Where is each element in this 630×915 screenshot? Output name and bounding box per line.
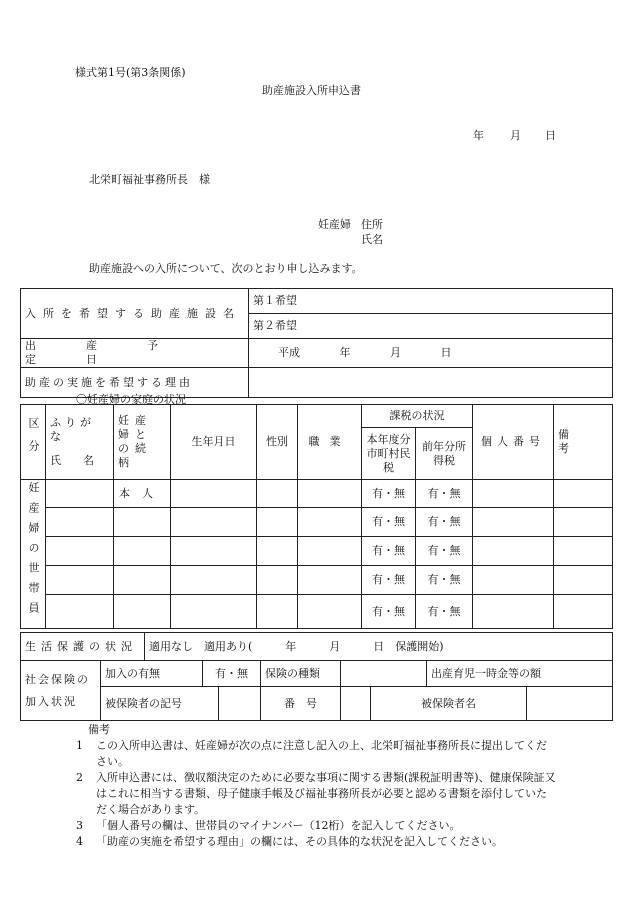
birthdate-cell[interactable] [171, 480, 257, 508]
tax-prev-cell[interactable]: 有・無 [416, 595, 473, 629]
job-header: 職業 [298, 405, 362, 480]
note-item: 3 「個人番号の欄は、世帯員のマイナンバー（12桁）を記入してください。 [76, 819, 461, 832]
tax-prev-cell[interactable]: 有・無 [416, 566, 473, 595]
note-item: 2 入所申込書には、徴収額決定のために必要な事項に関する書類(課税証明書等)、健康保険証又はこれに相当する書類、母子健康手帳及び福祉事務所長が必要と認める書類を添付していただく場合があります。 [76, 771, 556, 816]
symbol-label: 被保険者の記号 [101, 687, 219, 721]
insured-name-label: 被保険者名 [371, 687, 527, 721]
insured-name-field[interactable] [527, 687, 613, 721]
relation-cell[interactable] [114, 508, 171, 537]
insurance-label: 社会保険の加入状況 [21, 661, 101, 721]
due-month: 月 [390, 346, 401, 359]
facility-label: 入所を希望する助産施設名 [21, 289, 249, 339]
birthdate-cell[interactable] [171, 566, 257, 595]
choice1-field[interactable] [249, 289, 613, 314]
enrolled-label: 加入の有無 [101, 661, 203, 687]
relation-cell[interactable] [114, 595, 171, 629]
date-day: 日 [545, 129, 556, 142]
reason-field[interactable] [249, 368, 613, 398]
birthdate-header: 生年月日 [171, 405, 257, 480]
tax-header: 課税の状況 [362, 405, 473, 428]
sex-cell[interactable] [257, 537, 298, 566]
sex-cell[interactable] [257, 566, 298, 595]
relation-cell[interactable] [114, 537, 171, 566]
tax-current-cell[interactable]: 有・無 [362, 508, 416, 537]
member-name-cell[interactable] [46, 480, 114, 508]
welfare-label: 生活保護の状況 [21, 633, 145, 661]
household-group-label: 妊産婦の世帯員 [21, 480, 46, 629]
remarks-cell[interactable] [554, 508, 613, 537]
welfare-table [20, 632, 613, 661]
kubun-header: 区分 [21, 405, 46, 480]
tax-prev-header: 前年分所得税 [416, 428, 473, 480]
member-name-cell[interactable] [46, 595, 114, 629]
lump-sum-label: 出産育児一時金等の額 [427, 661, 613, 687]
date-year: 年 [473, 129, 484, 142]
name-header: ふりがな 氏 名 [46, 405, 114, 480]
relation-self: 本人 [114, 480, 171, 508]
sex-cell[interactable] [257, 508, 298, 537]
choice2-label: 第２希望 [253, 319, 297, 332]
id-number-cell[interactable] [473, 537, 554, 566]
tax-current-cell[interactable]: 有・無 [362, 595, 416, 629]
form-number: 様式第1号(第3条関係) [75, 66, 186, 79]
tax-current-cell[interactable]: 有・無 [362, 566, 416, 595]
member-name-cell[interactable] [46, 566, 114, 595]
job-cell[interactable] [298, 537, 362, 566]
sex-cell[interactable] [257, 480, 298, 508]
id-number-cell[interactable] [473, 566, 554, 595]
tax-prev-cell[interactable]: 有・無 [416, 537, 473, 566]
applicant-address-label: 住所 [361, 218, 383, 231]
tax-current-cell[interactable]: 有・無 [362, 537, 416, 566]
notes-heading: 備考 [88, 723, 110, 736]
sex-header: 性別 [257, 405, 298, 480]
household-caption: 〇妊産婦の家庭の状況 [76, 393, 186, 406]
remarks-header: 備考 [554, 405, 613, 480]
number-field[interactable] [341, 687, 371, 721]
id-number-header: 個人番号 [473, 405, 554, 480]
due-day: 日 [440, 346, 452, 359]
date-month: 月 [510, 129, 521, 142]
insurance-table [20, 660, 613, 721]
reason-label: 助産の実施を希望する理由 [21, 368, 249, 398]
addressee: 北栄町福祉事務所長 様 [89, 173, 210, 186]
due-year: 年 [339, 346, 351, 359]
member-name-cell[interactable] [46, 508, 114, 537]
id-number-cell[interactable] [473, 480, 554, 508]
note-item: 1 この入所申込書は、妊産婦が次の点に注意し記入の上、北栄町福祉事務所長に提出してください。 [76, 739, 547, 768]
remarks-cell[interactable] [554, 480, 613, 508]
facility-table [20, 288, 613, 398]
id-number-cell[interactable] [473, 595, 554, 629]
birthdate-cell[interactable] [171, 508, 257, 537]
notes-section [76, 722, 556, 850]
choice2-field[interactable] [249, 314, 613, 339]
tax-prev-cell[interactable]: 有・無 [416, 480, 473, 508]
welfare-value[interactable]: 適用なし 適用あり( 年 月 日 保護開始) [145, 633, 613, 661]
id-number-cell[interactable] [473, 508, 554, 537]
applicant-label: 妊産婦 [318, 218, 351, 231]
enrolled-value[interactable]: 有・無 [203, 661, 261, 687]
job-cell[interactable] [298, 480, 362, 508]
due-date-label: 出産予定日 [21, 339, 249, 368]
remarks-cell[interactable] [554, 537, 613, 566]
insurance-type-field[interactable] [341, 661, 427, 687]
member-name-cell[interactable] [46, 537, 114, 566]
applicant-name-label: 氏名 [361, 233, 383, 246]
birthdate-cell[interactable] [171, 537, 257, 566]
relation-cell[interactable] [114, 566, 171, 595]
relation-header: 妊産婦との続柄 [114, 405, 171, 480]
birthdate-cell[interactable] [171, 595, 257, 629]
job-cell[interactable] [298, 595, 362, 629]
remarks-cell[interactable] [554, 566, 613, 595]
household-table [20, 404, 613, 629]
due-date-field[interactable] [249, 339, 613, 368]
job-cell[interactable] [298, 508, 362, 537]
sex-cell[interactable] [257, 595, 298, 629]
due-era: 平成 [278, 346, 300, 359]
job-cell[interactable] [298, 566, 362, 595]
remarks-cell[interactable] [554, 595, 613, 629]
tax-current-header: 本年度分市町村民税 [362, 428, 416, 480]
insurance-type-label: 保険の種類 [261, 661, 341, 687]
tax-prev-cell[interactable]: 有・無 [416, 508, 473, 537]
intro-text: 助産施設への入所について、次のとおり申し込みます。 [89, 262, 363, 275]
number-label: 番 号 [261, 687, 341, 721]
choice1-label: 第１希望 [253, 294, 297, 307]
symbol-field[interactable] [219, 687, 261, 721]
note-item: 4 「助産の実施を希望する理由」の欄には、その具体的な状況を記入してください。 [76, 835, 503, 848]
tax-current-cell[interactable]: 有・無 [362, 480, 416, 508]
page-title: 助産施設入所申込書 [262, 84, 361, 97]
